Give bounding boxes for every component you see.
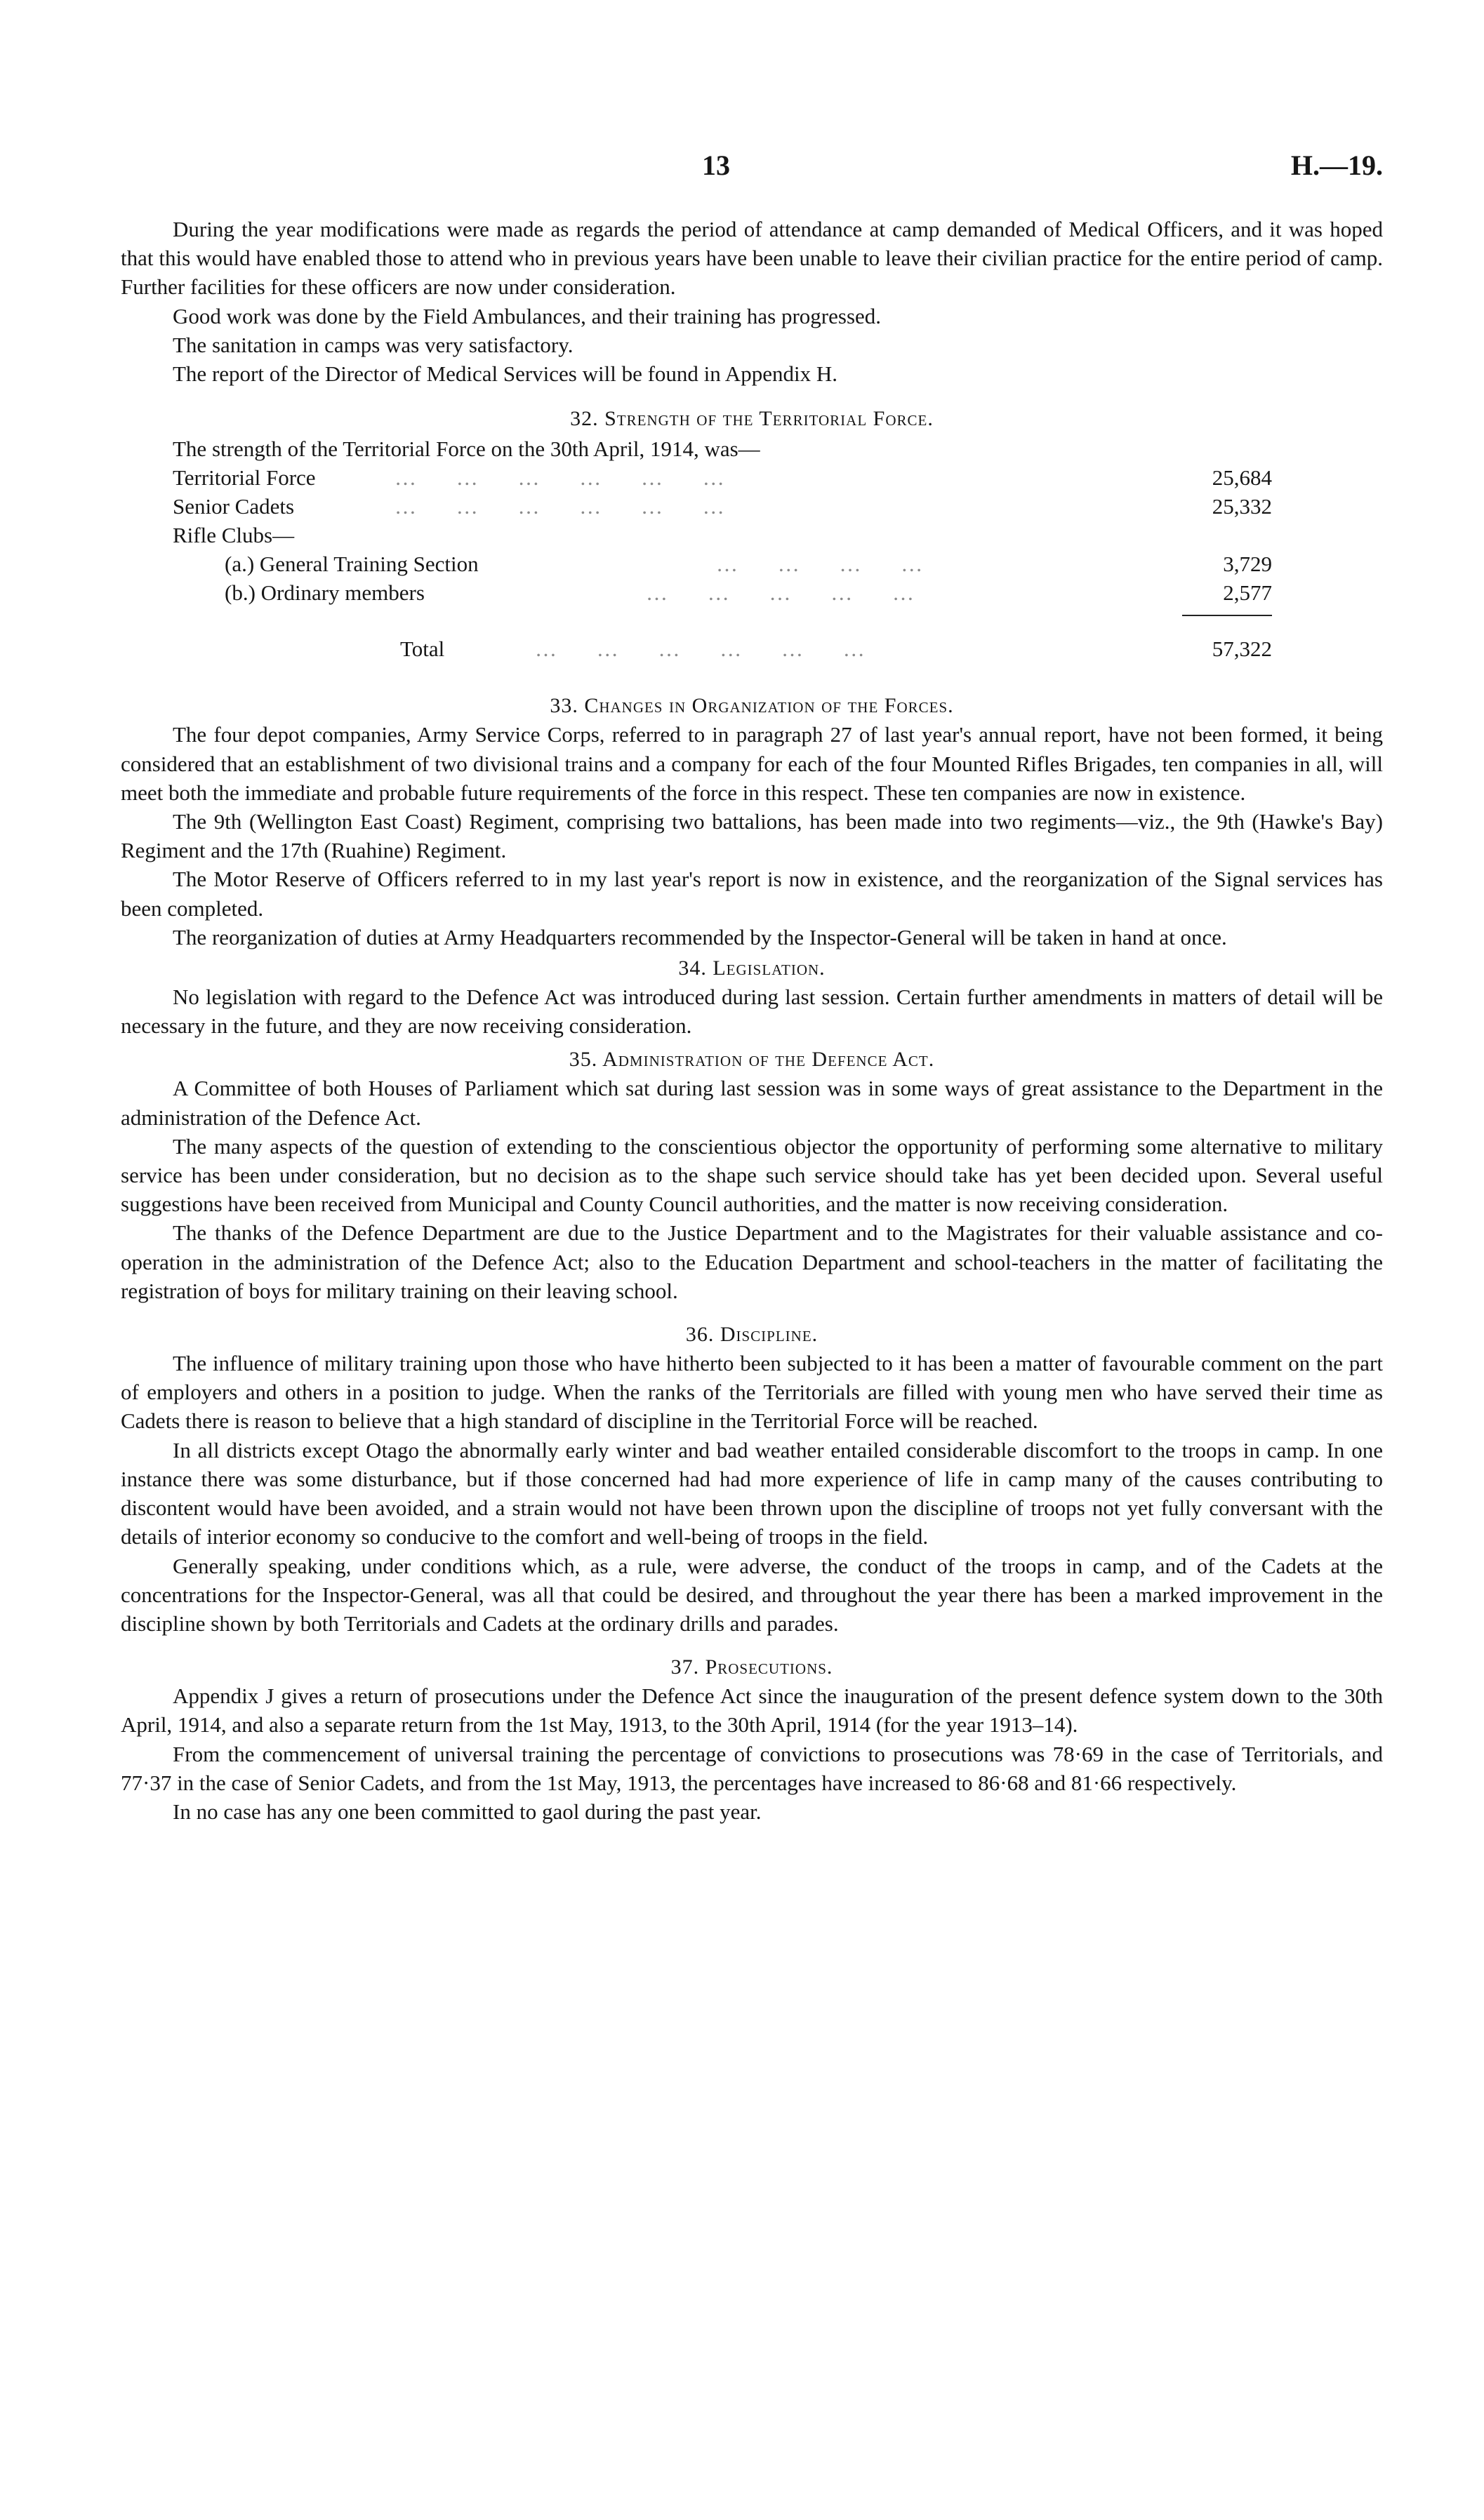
row-value: 25,684 <box>1212 465 1272 491</box>
section-33 <box>121 692 1383 952</box>
total-value: 57,322 <box>1212 636 1272 662</box>
total-rule <box>1182 615 1272 616</box>
table-row <box>121 492 1272 521</box>
row-label: (b.) Ordinary members <box>225 580 425 606</box>
row-label: Senior Cadets <box>173 494 295 519</box>
page-number: 13 <box>702 149 730 181</box>
section-37 <box>121 1653 1383 1826</box>
paragraph: The report of the Director of Medical Services will be found in Appendix H. <box>173 361 837 387</box>
paragraph: The Motor Reserve of Officers referred to in my last year's report is now in existence, and the reorganization of the Signal services has been completed. <box>121 867 1383 921</box>
section-heading: 33. Changes in Organization of the Forces. <box>550 694 954 718</box>
paragraph: The 9th (Wellington East Coast) Regiment, comprising two battalions, has been made into two regiments—viz., the 9th (Hawke's Bay) Regiment and the 17th (Ruahine) Regiment. <box>121 809 1383 863</box>
table-row <box>121 521 1272 549</box>
paragraph: No legislation with regard to the Defence Act was introduced during last session. Certain further amendments in matters of detail will be necessary in the future, and they are now receiving consideration. <box>121 985 1383 1039</box>
row-label: (a.) General Training Section <box>225 552 479 577</box>
document-body <box>121 215 1383 1826</box>
paragraph: The influence of military training upon those who have hitherto been subjected to it has been a matter of favourable comment on the part of employers and others in a position to judge. When the ranks of the Territorials are filled with young men who have served their time as Cadets there is reason to believe that a high standard of discipline in the Territorial Force will be reached. <box>121 1351 1383 1434</box>
paragraph: The many aspects of the question of extending to the conscientious objector the opportunity of performing some alternative to military service has been under consideration, but no decision as to the shape such service should take has yet been decided upon. Several useful suggestions have been received from Municipal and County Council authorities, and the matter is now receiving consideration. <box>121 1133 1383 1217</box>
row-label: Territorial Force <box>173 465 316 491</box>
document-reference: H.—19. <box>1290 149 1383 181</box>
total-label: Total <box>400 636 445 662</box>
paragraph: The four depot companies, Army Service Corps, referred to in paragraph 27 of last year's annual report, have not been formed, it being considered that an establishment of two divisional trains and a company for each of the four Mounted Rifles Brigades, ten companies in all, will meet both the immediate and probable future requirements of the force in this respect. These ten companies are now in existence. <box>121 722 1383 805</box>
intro-section <box>121 215 1383 388</box>
table-row <box>121 549 1272 578</box>
paragraph: During the year modifications were made as regards the period of attendance at camp demanded of Medical Officers, and it was hoped that this would have enabled those to attend who in previous years have been unable to leave their civilian practice for the entire period of camp. Further facilities for these officers are now under consideration. <box>121 217 1383 300</box>
section-35 <box>121 1046 1383 1305</box>
paragraph: In all districts except Otago the abnormally early winter and bad weather entailed considerable discomfort to the troops in camp. In one instance there was some disturbance, but if those concerned had had more experience of life in camp many of the causes contributing to discontent would have been avoided, and a strain would not have been thrown upon the discipline of troops not yet fully conversant with the details of interior economy so conducive to the comfort and well-being of troops in the field. <box>121 1437 1383 1549</box>
row-value: 25,332 <box>1212 494 1272 519</box>
leader-dots: … … … … <box>716 552 925 577</box>
section-32 <box>121 405 1383 702</box>
paragraph: In no case has any one been committed to gaol during the past year. <box>173 1799 762 1824</box>
paragraph: The sanitation in camps was very satisfactory. <box>173 332 574 357</box>
leader-dots: … … … … … … <box>535 636 867 662</box>
section-heading: 36. Discipline. <box>685 1323 819 1347</box>
paragraph: Appendix J gives a return of prosecutions under the Defence Act since the inauguration of the present defence system down to the 30th April, 1914, and also a separate return from the 1st May, 1913, to the 30th April, 1914 (for the year 1913–14). <box>121 1684 1383 1738</box>
row-label: Rifle Clubs— <box>173 523 295 548</box>
total-row <box>121 634 1272 663</box>
leader-dots: … … … … … … <box>395 494 727 519</box>
paragraph: A Committee of both Houses of Parliament which sat during last session was in some ways of great assistance to the Department in the administration of the Defence Act. <box>121 1076 1383 1130</box>
section-heading: 37. Prosecutions. <box>670 1655 833 1679</box>
section-heading: 32. Strength of the Territorial Force. <box>570 407 934 431</box>
section-heading: 34. Legislation. <box>678 956 826 980</box>
section-36 <box>121 1321 1383 1638</box>
leader-dots: … … … … … … <box>395 465 727 491</box>
table-row <box>121 578 1272 607</box>
section-34 <box>121 954 1383 1040</box>
paragraph: The reorganization of duties at Army Headquarters recommended by the Inspector-General will be taken in hand at once. <box>173 924 1227 949</box>
section-heading: 35. Administration of the Defence Act. <box>569 1048 935 1072</box>
paragraph: Generally speaking, under conditions which, as a rule, were adverse, the conduct of the troops in camp, and of the Cadets at the concentrations for the Inspector-General, was all that could be desired, and throughout the year there has been a marked improvement in the discipline shown by both Territorials and Cadets at the ordinary drills and parades. <box>121 1553 1383 1636</box>
row-value: 3,729 <box>1223 552 1272 577</box>
paragraph: From the commencement of universal training the percentage of convictions to prosecutions was 78·69 in the case of Territorials, and 77·37 in the case of Senior Cadets, and from the 1st May, 1913, the percentages have increased to 86·68 and 81·66 respectively. <box>121 1741 1383 1795</box>
paragraph: Good work was done by the Field Ambulances, and their training has progressed. <box>173 303 882 328</box>
page-header <box>121 149 1383 184</box>
strength-table <box>121 463 1383 702</box>
paragraph: The thanks of the Defence Department are due to the Justice Department and to the Magistrates for their valuable assistance and co-operation in the administration of the Defence Act; also to the Education Department and school-teachers in the matter of facilitating the registration of boys for military training on their leaving school. <box>121 1220 1383 1303</box>
table-row <box>121 463 1272 492</box>
strength-lead: The strength of the Territorial Force on the 30th April, 1914, was— <box>173 436 760 462</box>
leader-dots: … … … … … <box>646 580 916 606</box>
row-value: 2,577 <box>1223 580 1272 606</box>
